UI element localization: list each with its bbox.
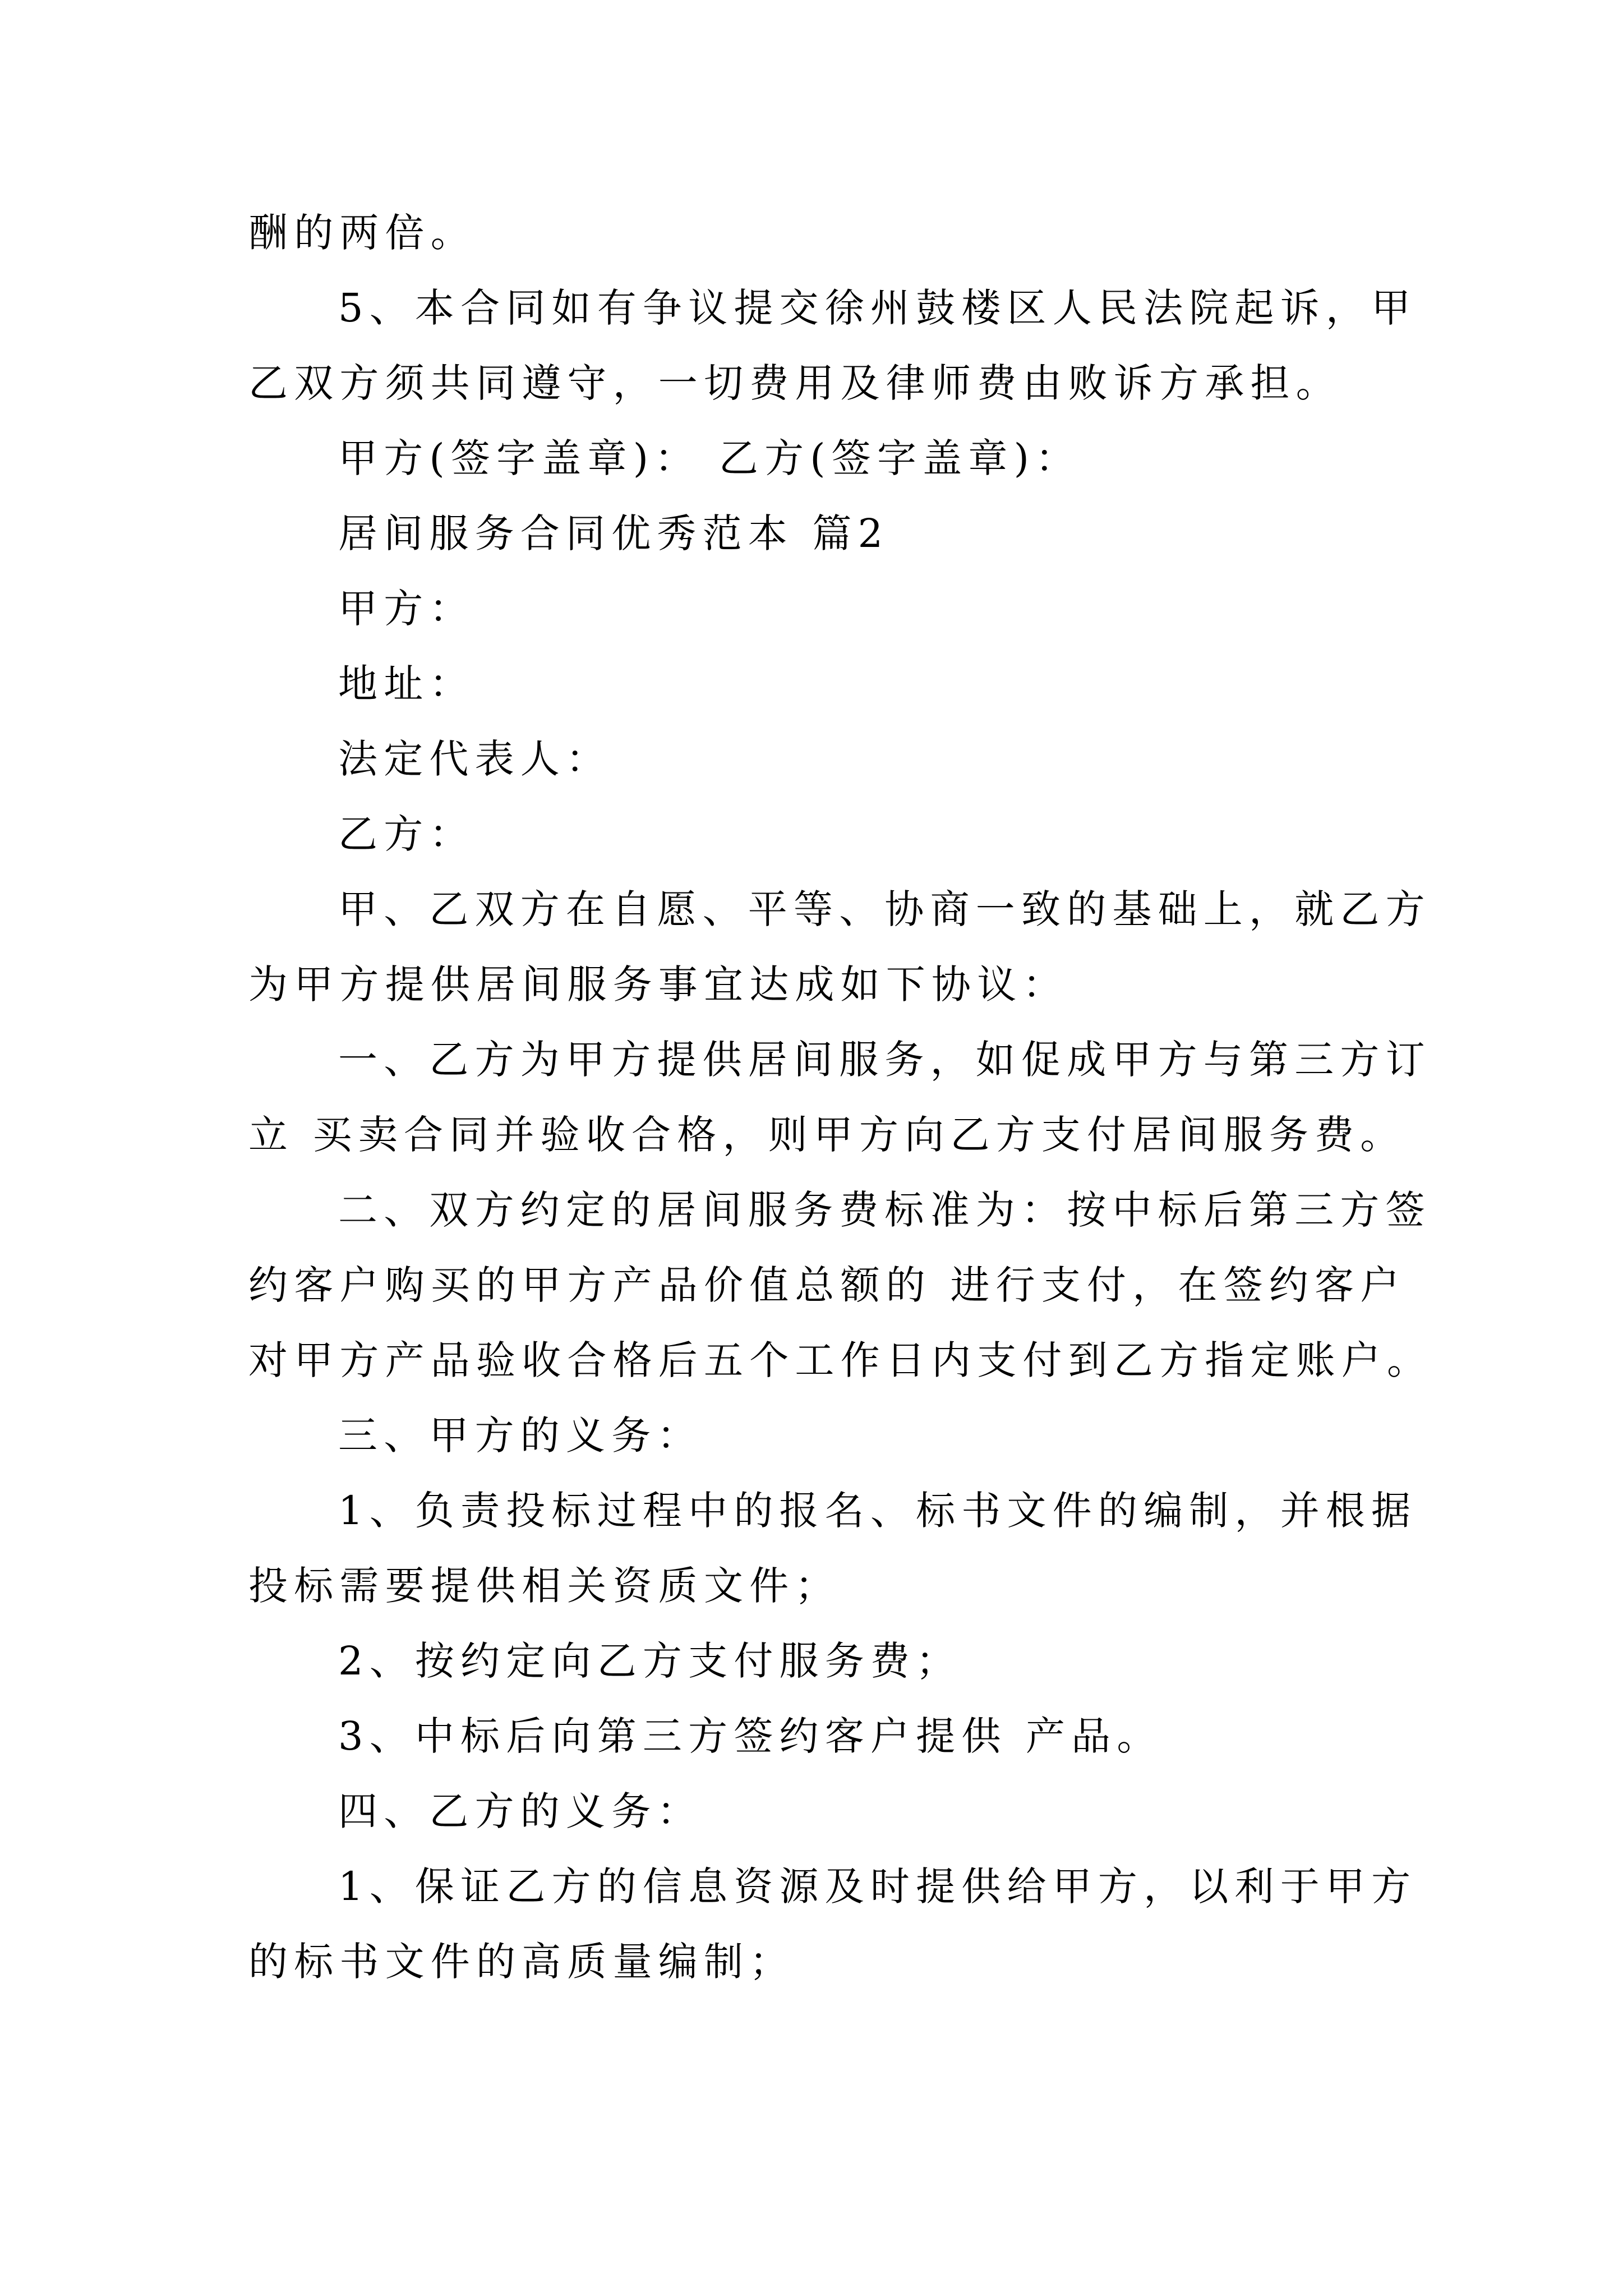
text-line-23: 1、保证乙方的信息资源及时提供给甲方，以利于甲方 [338, 1864, 1417, 1910]
text-line-13: 立 买卖合同并验收合格，则甲方向乙方支付居间服务费。 [248, 1112, 1406, 1158]
text-line-10: 甲、乙双方在自愿、平等、协商一致的基础上，就乙方 [338, 886, 1431, 932]
text-line-9: 乙方： [338, 811, 475, 857]
text-line-14: 二、双方约定的居间服务费标准为：按中标后第三方签 [338, 1187, 1431, 1233]
text-line-18: 1、负责投标过程中的报名、标书文件的编制，并根据 [338, 1488, 1417, 1534]
text-line-16: 对甲方产品验收合格后五个工作日内支付到乙方指定账户。 [248, 1337, 1433, 1383]
text-line-17: 三、甲方的义务： [338, 1412, 703, 1458]
text-line-12: 一、乙方为甲方提供居间服务，如促成甲方与第三方订 [338, 1037, 1431, 1083]
text-line-24: 的标书文件的高质量编制； [248, 1939, 795, 1985]
text-line-3: 乙双方须共同遵守，一切费用及律师费由败诉方承担。 [248, 360, 1341, 406]
text-line-8: 法定代表人： [338, 736, 612, 782]
text-line-11: 为甲方提供居间服务事宜达成如下协议： [248, 961, 1068, 1007]
section-heading: 居间服务合同优秀范本 篇2 [338, 510, 889, 556]
text-line-6: 甲方： [338, 586, 475, 632]
text-line-2: 5、本合同如有争议提交徐州鼓楼区人民法院起诉，甲 [338, 285, 1417, 331]
text-line-15: 约客户购买的甲方产品价值总额的 进行支付，在签约客户 [248, 1262, 1406, 1308]
text-line-4: 甲方(签字盖章)： 乙方(签字盖章)： [338, 435, 1081, 481]
text-line-22: 四、乙方的义务： [338, 1788, 703, 1834]
text-line-1: 酬的两倍。 [248, 210, 476, 256]
text-line-7: 地址： [338, 661, 475, 707]
text-line-19: 投标需要提供相关资质文件； [248, 1563, 841, 1609]
text-line-20: 2、按约定向乙方支付服务费； [338, 1638, 962, 1684]
text-line-21: 3、中标后向第三方签约客户提供 产品。 [338, 1713, 1163, 1759]
